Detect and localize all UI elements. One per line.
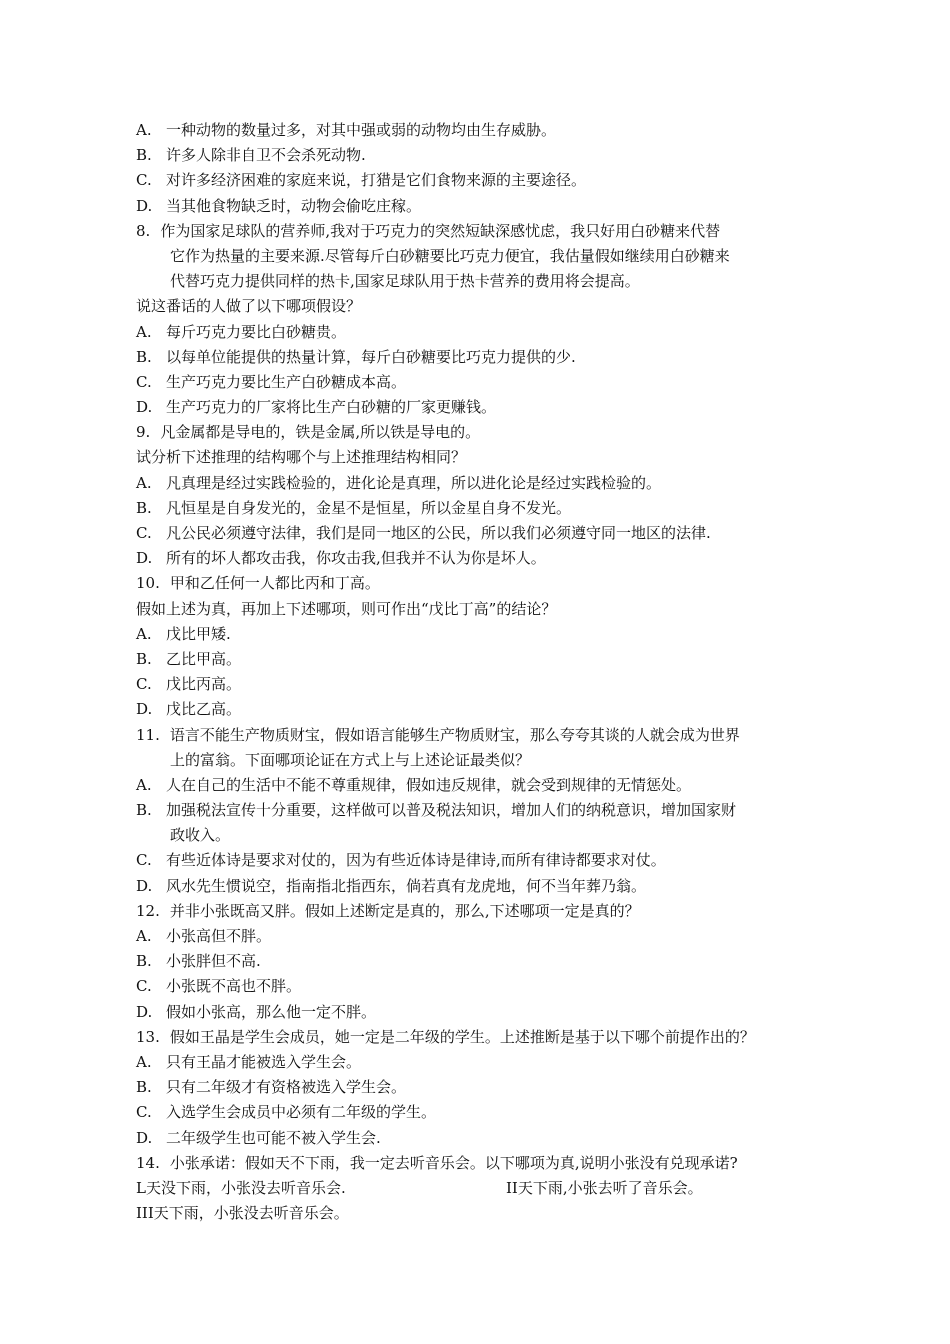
question-text: 语言不能生产物质财宝，假如语言能够生产物质财宝，那么夸夸其谈的人就会成为世界 (169, 725, 740, 744)
option-text: 戊比丙高。 (166, 675, 242, 694)
text-line: 假如上述为真，再加上下述哪项，则可作出“戊比丁高”的结论？ (136, 599, 557, 618)
answer-option (136, 370, 950, 395)
option-label: C. (136, 977, 152, 996)
statement-one: L天没下雨，小张没去听音乐会. (136, 1178, 346, 1197)
option-text: 入选学生会成员中必须有二年级的学生。 (166, 1103, 437, 1122)
option-label: D. (136, 700, 153, 719)
option-text: 只有二年级才有资格被选入学生会。 (166, 1078, 407, 1097)
option-label: C. (136, 851, 152, 870)
option-text: 加强税法宣传十分重要，这样做可以普及税法知识，增加人们的纳税意识，增加国家财 (166, 801, 737, 820)
question-number: 14. (136, 1153, 160, 1172)
option-text: 凡真理是经过实践检验的，进化论是真理，所以进化论是经过实践检验的。 (166, 473, 662, 492)
option-text: 假如小张高，那么他一定不胖。 (166, 1002, 377, 1021)
option-text: 小张既不高也不胖。 (166, 977, 302, 996)
option-label: B. (136, 649, 152, 668)
answer-option (136, 848, 950, 873)
continuation-line: 政收入。 (170, 826, 231, 845)
option-text: 小张高但不胖。 (166, 927, 272, 945)
continuation-line: 上的富翁。下面哪项论证在方式上与上述论证最类似？ (170, 750, 531, 769)
option-text: 戊比乙高。 (166, 700, 242, 719)
question-text: 甲和乙任何一人都比丙和丁高。 (169, 574, 380, 593)
question-stem (136, 899, 950, 924)
question-text: 假如王晶是学生会成员，她一定是二年级的学生。上述推断是基于以下哪个前提作出的？ (169, 1027, 755, 1046)
question-stem (136, 1151, 950, 1176)
answer-option (136, 773, 950, 798)
question-stem (136, 219, 950, 244)
option-label: A. (136, 775, 152, 794)
answer-option (136, 320, 950, 345)
option-text: 风水先生惯说空，指南指北指西东，倘若真有龙虎地，何不当年葬乃翁。 (166, 876, 647, 895)
option-text: 二年级学生也可能不被入学生会. (166, 1128, 381, 1147)
answer-option (136, 798, 950, 823)
option-label: D. (136, 1002, 153, 1021)
answer-option (136, 345, 950, 370)
statement-row (136, 1176, 950, 1201)
question-number: 11. (136, 725, 160, 744)
answer-option (136, 496, 950, 521)
option-label: B. (136, 347, 152, 366)
answer-option (136, 395, 950, 420)
question-number: 9. (136, 423, 151, 442)
question-number: 8. (136, 221, 151, 240)
option-label: B. (136, 952, 152, 971)
question-text: 并非小张既高又胖。假如上述断定是真的，那么,下述哪项一定是真的？ (169, 901, 640, 920)
option-text: 人在自己的生活中不能不尊重规律，假如违反规律，就会受到规律的无情惩处。 (166, 775, 692, 794)
question-text: 小张承诺：假如天不下雨，我一定去听音乐会。以下哪项为真,说明小张没有兑现承诺? (169, 1153, 738, 1172)
option-text: 凡公民必须遵守法律，我们是同一地区的公民，所以我们必须遵守同一地区的法律. (166, 524, 711, 542)
option-text: 只有王晶才能被选入学生会。 (166, 1052, 362, 1071)
option-text: 所有的坏人都攻击我，你攻击我,但我并不认为你是坏人。 (166, 549, 546, 568)
answer-option (136, 471, 950, 496)
option-text: 生产巧克力的厂家将比生产白砂糖的厂家更赚钱。 (166, 398, 497, 417)
question-stem (136, 420, 950, 445)
answer-option (136, 1126, 950, 1151)
answer-option (136, 974, 950, 999)
answer-option (136, 924, 950, 949)
answer-option (136, 1000, 950, 1025)
question-number: 13. (136, 1027, 160, 1046)
continuation-line: 代替巧克力提供同样的热卡,国家足球队用于热卡营养的费用将会提高。 (170, 272, 640, 291)
option-text: 许多人除非自卫不会杀死动物. (166, 146, 366, 165)
answer-option (136, 168, 950, 193)
answer-option (136, 143, 950, 168)
option-label: D. (136, 196, 153, 215)
answer-option (136, 672, 950, 697)
answer-option (136, 118, 950, 143)
answer-option (136, 1100, 950, 1125)
answer-option (136, 949, 950, 974)
option-text: 乙比甲高。 (166, 649, 242, 668)
answer-option (136, 1075, 950, 1100)
answer-option (136, 1050, 950, 1075)
option-label: D. (136, 876, 153, 895)
option-label: B. (136, 498, 152, 517)
question-number: 10. (136, 574, 160, 593)
option-label: C. (136, 524, 152, 542)
option-label: A. (136, 927, 152, 945)
option-text: 戊比甲矮. (166, 624, 231, 643)
answer-option (136, 546, 950, 571)
option-text: 当其他食物缺乏时，动物会偷吃庄稼。 (166, 196, 422, 215)
option-label: A. (136, 1052, 152, 1071)
question-stem (136, 723, 950, 748)
option-text: 小张胖但不高. (166, 952, 261, 971)
option-text: 凡恒星是自身发光的，金星不是恒星，所以金星自身不发光。 (166, 498, 572, 517)
option-label: D. (136, 1128, 153, 1147)
option-text: 以每单位能提供的热量计算，每斤白砂糖要比巧克力提供的少. (166, 347, 576, 366)
option-text: 对许多经济困难的家庭来说，打猎是它们食物来源的主要途径。 (166, 171, 587, 190)
option-label: A. (136, 624, 152, 643)
option-text: 生产巧克力要比生产白砂糖成本高。 (166, 372, 407, 391)
option-text: 一种动物的数量过多，对其中强或弱的动物均由生存威胁。 (166, 121, 557, 139)
option-label: D. (136, 549, 153, 568)
answer-option (136, 521, 950, 546)
document-page (0, 118, 950, 1226)
question-number: 12. (136, 901, 160, 920)
option-label: C. (136, 675, 152, 694)
option-text: 有些近体诗是要求对仗的，因为有些近体诗是律诗,而所有律诗都要求对仗。 (166, 851, 666, 870)
question-stem (136, 571, 950, 596)
option-label: B. (136, 1078, 152, 1097)
option-text: 每斤巧克力要比白砂糖贵。 (166, 322, 347, 341)
option-label: B. (136, 146, 152, 165)
answer-option (136, 194, 950, 219)
question-stem (136, 1025, 950, 1050)
answer-option (136, 697, 950, 722)
option-label: D. (136, 398, 153, 417)
option-label: B. (136, 801, 152, 820)
option-label: C. (136, 1103, 152, 1122)
option-label: A. (136, 322, 152, 341)
continuation-line: 它作为热量的主要来源.尽管每斤白砂糖要比巧克力便宜，我估量假如继续用白砂糖来 (170, 246, 730, 265)
question-text: 作为国家足球队的营养师,我对于巧克力的突然短缺深感忧虑，我只好用白砂糖来代替 (160, 221, 721, 240)
option-label: C. (136, 372, 152, 391)
text-line: 试分析下述推理的结构哪个与上述推理结构相同？ (136, 448, 467, 467)
answer-option (136, 622, 950, 647)
answer-option (136, 647, 950, 672)
question-text: 凡金属都是导电的，铁是金属,所以铁是导电的。 (160, 423, 481, 442)
answer-option (136, 874, 950, 899)
option-label: A. (136, 473, 152, 492)
option-label: C. (136, 171, 152, 190)
text-line: III天下雨，小张没去听音乐会。 (136, 1204, 349, 1223)
statement-two: II天下雨,小张去听了音乐会。 (506, 1178, 703, 1197)
text-line: 说这番话的人做了以下哪项假设？ (136, 297, 362, 316)
option-label: A. (136, 121, 152, 139)
